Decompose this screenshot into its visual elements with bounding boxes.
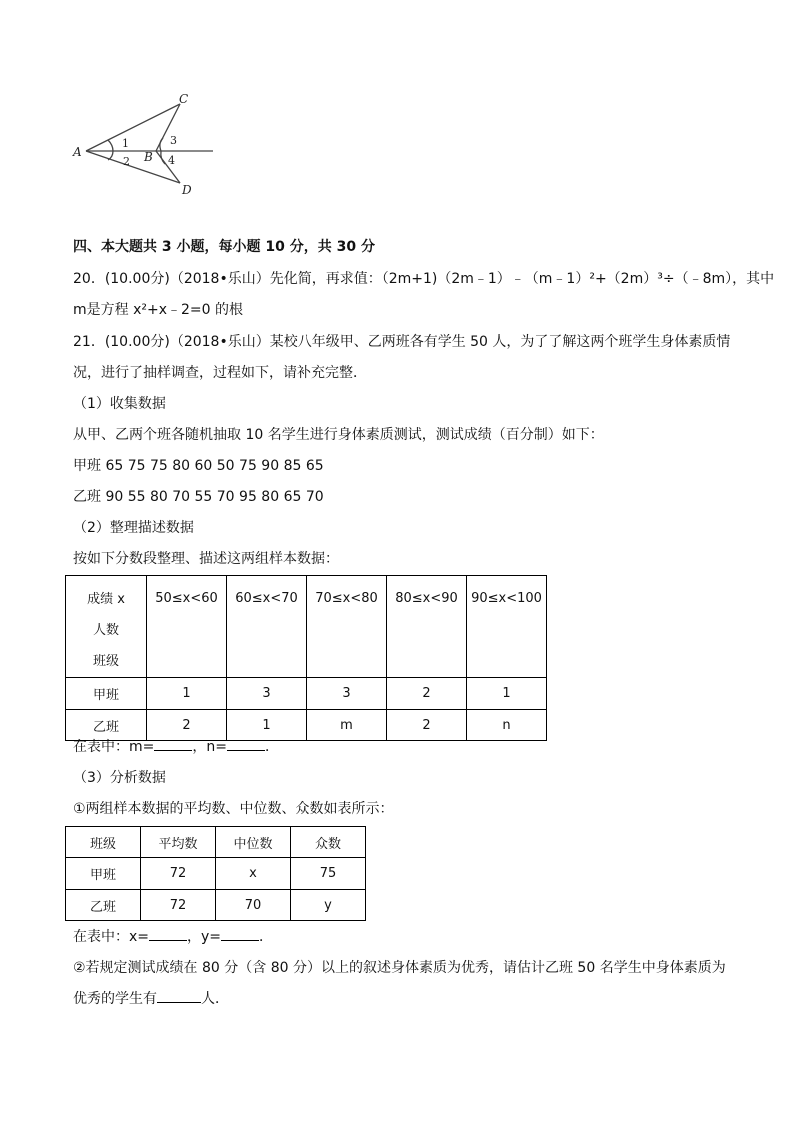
table-cell: 1 xyxy=(467,678,547,710)
range-cell: 50≤x<60 xyxy=(147,576,227,678)
range-cell: 70≤x<80 xyxy=(307,576,387,678)
table-cell: 70 xyxy=(216,890,291,921)
fill-prefix: 在表中：x= xyxy=(73,929,150,945)
range-cell: 60≤x<70 xyxy=(227,576,307,678)
table-cell: 2 xyxy=(147,710,227,741)
header-cell: 众数 xyxy=(291,827,366,858)
table-cell: 2 xyxy=(387,678,467,710)
class-a-scores: 甲班 65 75 75 80 60 50 75 90 85 65 xyxy=(73,458,324,474)
angle-label-2: 2 xyxy=(123,155,130,168)
q20-line2: m是方程 x²+x﹣2=0 的根 xyxy=(73,302,243,318)
table-cell: 1 xyxy=(147,678,227,710)
table-cell: m xyxy=(307,710,387,741)
angle-label-3: 3 xyxy=(170,134,177,147)
table-row xyxy=(66,710,547,741)
table-cell: y xyxy=(291,890,366,921)
frequency-table xyxy=(65,575,547,741)
header-cell: 中位数 xyxy=(216,827,291,858)
q2-suffix: 人． xyxy=(201,991,229,1007)
table-cell: 2 xyxy=(387,710,467,741)
range-cell: 90≤x<100 xyxy=(467,576,547,678)
table-cell: 72 xyxy=(141,858,216,890)
q2-line1: ②若规定测试成绩在 80 分（含 80 分）以上的叙述身体素质为优秀，请估计乙班 50 名学生中身体素质为 xyxy=(73,960,726,976)
blank-n[interactable] xyxy=(227,738,265,751)
fill-mid: ，y= xyxy=(187,929,222,945)
range-cell: 80≤x<90 xyxy=(387,576,467,678)
fill-in-x-y xyxy=(73,928,273,946)
table-row xyxy=(66,576,547,678)
row-label: 乙班 xyxy=(66,710,147,741)
fill-in-m-n xyxy=(73,738,279,756)
fill-mid: ，n= xyxy=(192,739,227,755)
table-cell: 3 xyxy=(227,678,307,710)
angle-arc-1 xyxy=(108,140,113,151)
row-label: 甲班 xyxy=(66,678,147,710)
statistics-table xyxy=(65,826,366,921)
label-d: D xyxy=(182,183,192,197)
part2-text: 按如下分数段整理、描述这两组样本数据： xyxy=(73,551,339,567)
part2-title: （2）整理描述数据 xyxy=(73,520,194,536)
table-cell: n xyxy=(467,710,547,741)
q2-line2 xyxy=(73,990,229,1008)
section-title: 四、本大题共 3 小题，每小题 10 分，共 30 分 xyxy=(73,239,375,255)
header-cell xyxy=(66,576,147,678)
header-score: 成绩 x xyxy=(87,592,125,607)
blank-m[interactable] xyxy=(154,738,192,751)
table-row xyxy=(66,827,366,858)
header-class: 班级 xyxy=(92,654,119,669)
angle-label-4: 4 xyxy=(168,154,175,167)
q2-prefix: 优秀的学生有 xyxy=(73,991,157,1007)
blank-y[interactable] xyxy=(221,928,259,941)
q21-line2: 况，进行了抽样调查，过程如下，请补充完整． xyxy=(73,365,367,381)
q21-line1: 21．(10.00分)（2018•乐山）某校八年级甲、乙两班各有学生 50 人，为了了解这两个班学生身体素质情 xyxy=(73,334,731,350)
blank-x[interactable] xyxy=(149,928,187,941)
table-cell: 3 xyxy=(307,678,387,710)
table-cell: 1 xyxy=(227,710,307,741)
part3-title: （3）分析数据 xyxy=(73,770,166,786)
geometry-figure xyxy=(68,88,228,200)
row-label: 甲班 xyxy=(66,858,141,890)
label-b: B xyxy=(144,150,153,164)
header-count: 人数 xyxy=(92,623,119,638)
part1-title: （1）收集数据 xyxy=(73,396,166,412)
header-cell: 班级 xyxy=(66,827,141,858)
header-cell: 平均数 xyxy=(141,827,216,858)
table-cell: 72 xyxy=(141,890,216,921)
label-a: A xyxy=(73,145,82,159)
table-cell: x xyxy=(216,858,291,890)
segment-ac xyxy=(86,104,180,151)
table-row xyxy=(66,890,366,921)
angle-arc-3 xyxy=(160,138,163,151)
blank-excellent-count[interactable] xyxy=(157,990,201,1003)
fill-prefix: 在表中：m= xyxy=(73,739,155,755)
fill-end: ． xyxy=(259,929,274,945)
segment-ad xyxy=(86,151,180,183)
table-row xyxy=(66,858,366,890)
part3-text: ①两组样本数据的平均数、中位数、众数如表所示： xyxy=(73,801,394,817)
fill-end: ． xyxy=(264,739,279,755)
part1-text: 从甲、乙两个班各随机抽取 10 名学生进行身体素质测试，测试成绩（百分制）如下： xyxy=(73,427,604,443)
q20-line1: 20．(10.00分)（2018•乐山）先化简，再求值：（2m+1)（2m﹣1）﹣（m﹣1）²+（2m）³÷（﹣8m），其中 xyxy=(73,271,775,287)
table-row xyxy=(66,678,547,710)
row-label: 乙班 xyxy=(66,890,141,921)
label-c: C xyxy=(179,92,189,106)
angle-label-1: 1 xyxy=(122,137,129,150)
table-cell: 75 xyxy=(291,858,366,890)
class-b-scores: 乙班 90 55 80 70 55 70 95 80 65 70 xyxy=(73,489,324,505)
